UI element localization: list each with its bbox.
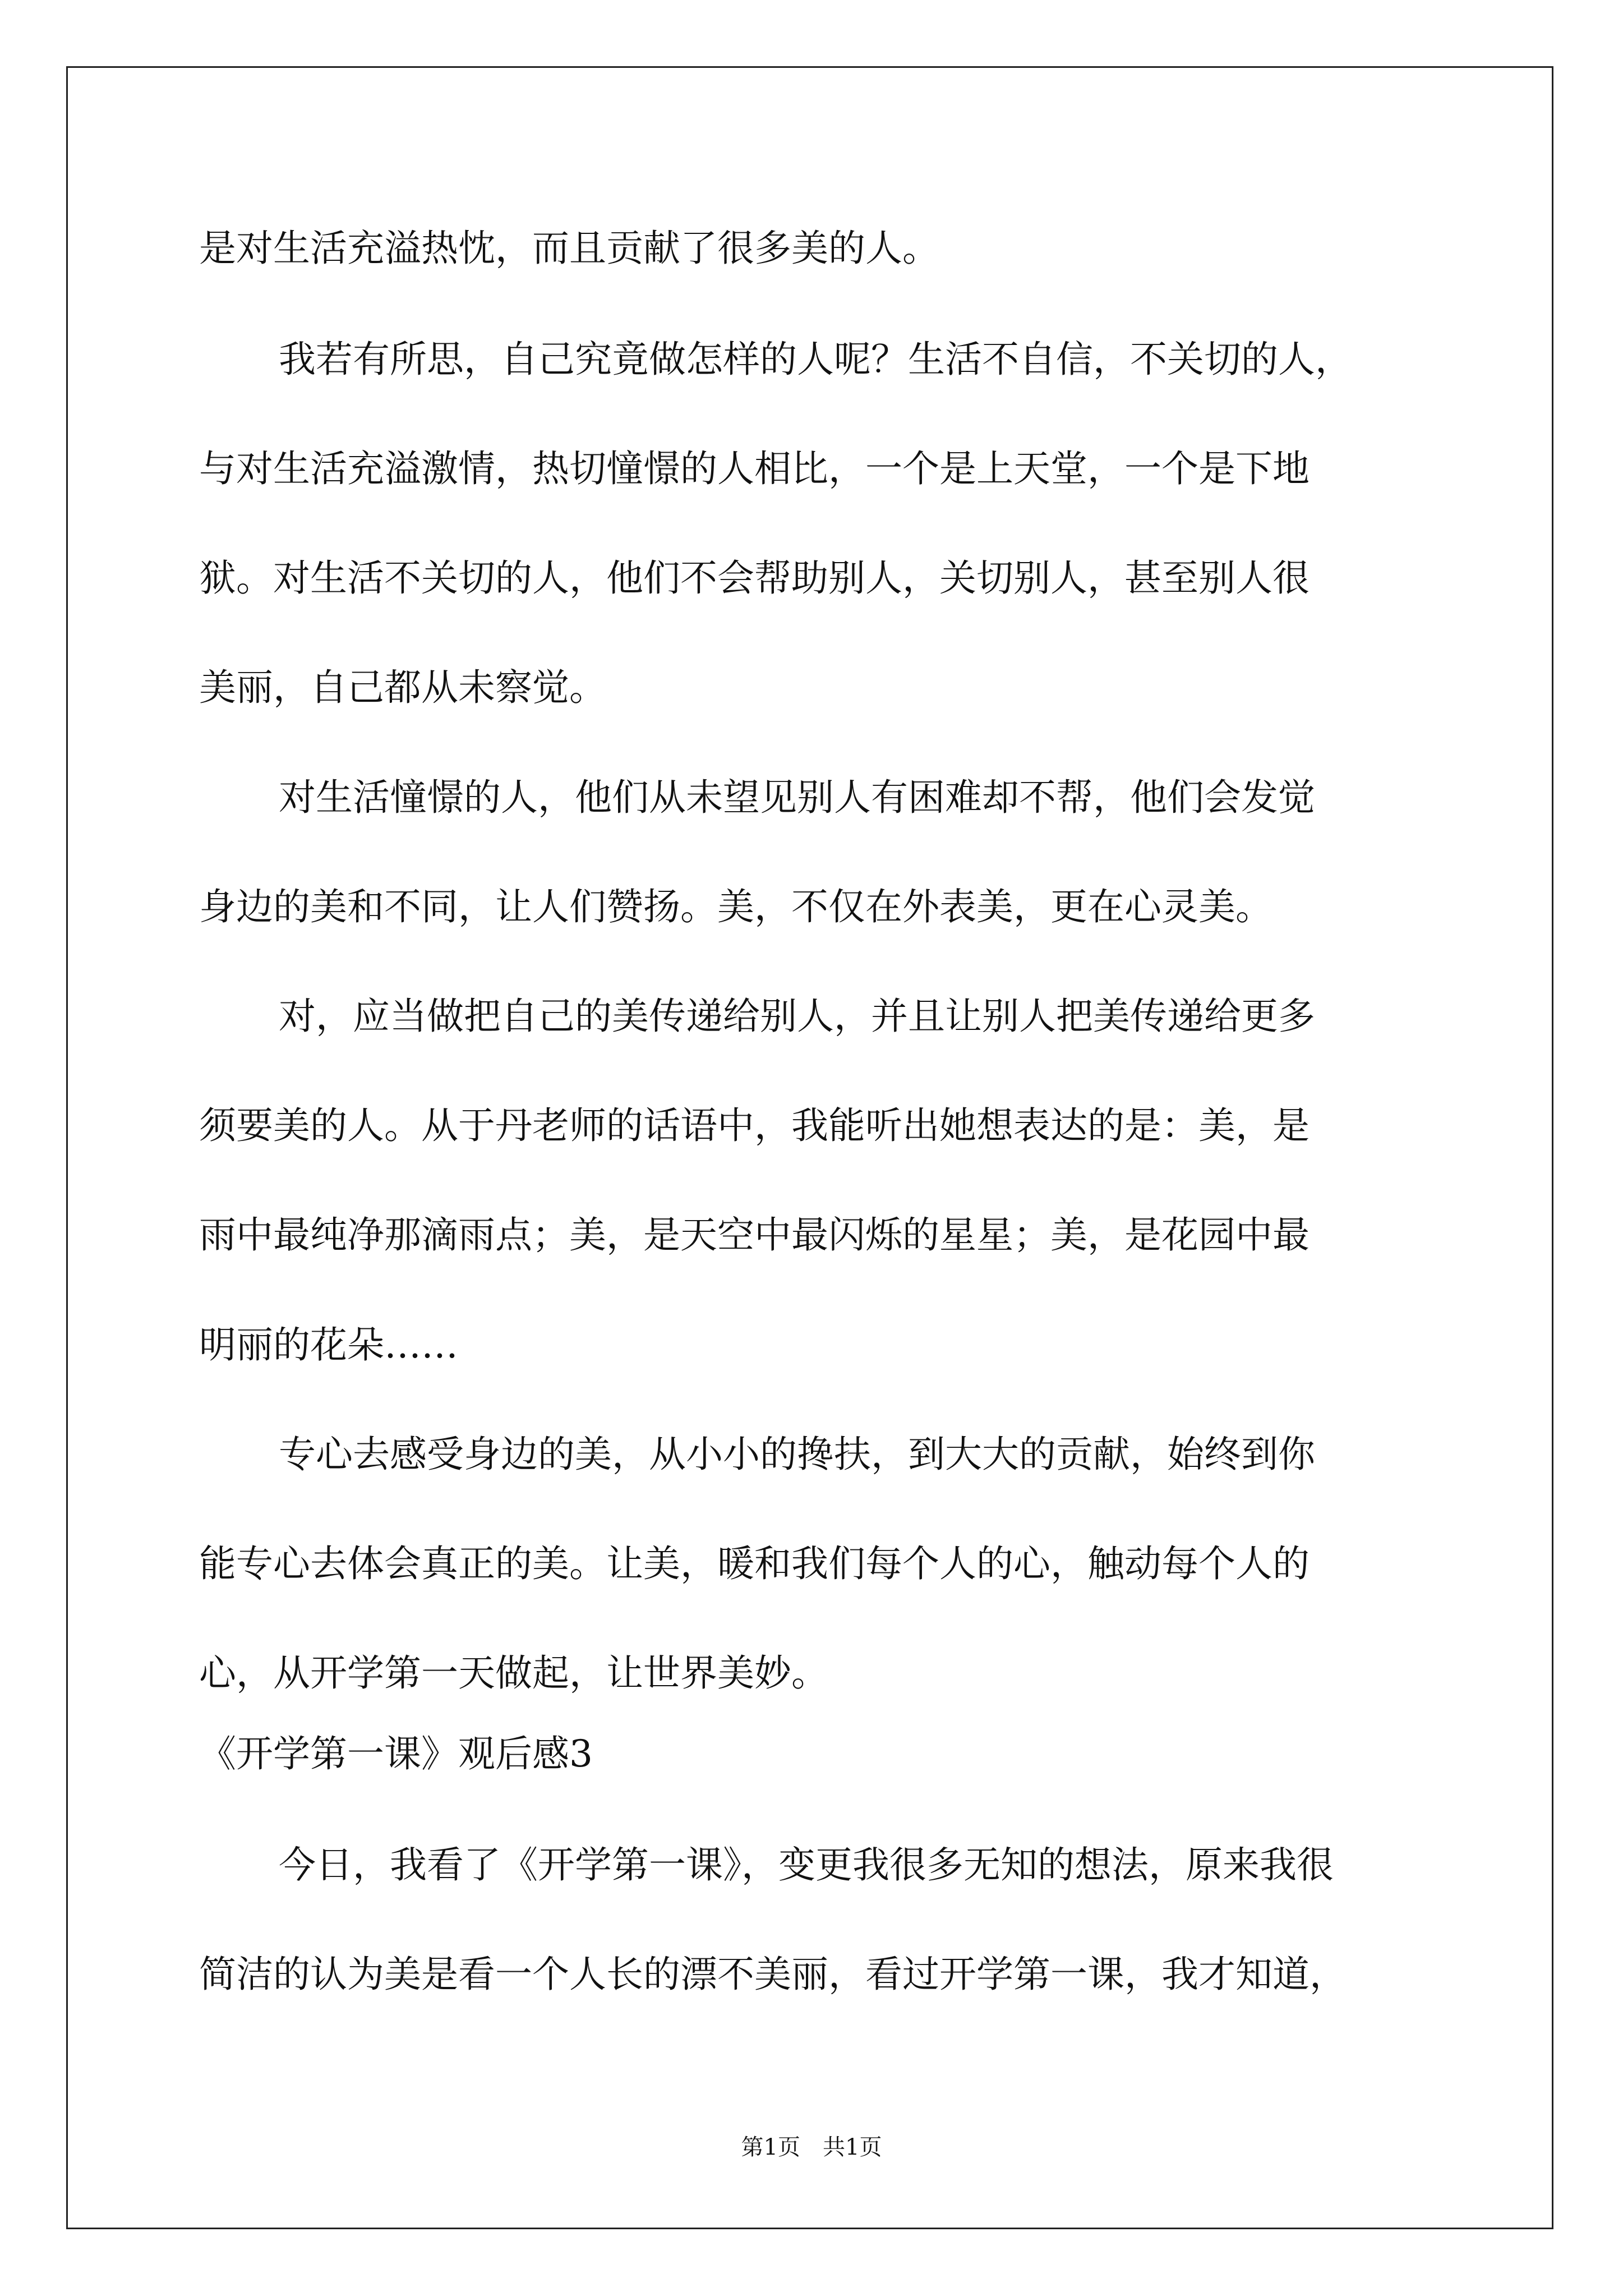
- paragraph-start: 对生活憧憬的人，他们从未望见别人有困难却不帮，他们会发觉: [279, 776, 1315, 819]
- paragraph-start: 对，应当做把自己的美传递给别人，并且让别人把美传递给更多: [279, 995, 1315, 1038]
- text-line: 能专心去体会真正的美。让美，暖和我们每个人的心，触动每个人的: [199, 1542, 1310, 1585]
- page-border: [66, 66, 1553, 2229]
- text-line: 与对生活充溢激情，热切憧憬的人相比，一个是上天堂，一个是下地: [199, 447, 1310, 490]
- paragraph-start: 我若有所思，自己究竟做怎样的人呢？生活不自信，不关切的人，: [279, 338, 1352, 381]
- page-footer: 第1页 共1页: [741, 2134, 882, 2160]
- text-line: 明丽的花朵……: [199, 1323, 458, 1366]
- section-heading: 《开学第一课》观后感3: [199, 1732, 593, 1775]
- text-line: 是对生活充溢热忱，而且贡献了很多美的人。: [199, 227, 939, 270]
- text-line: 狱。对生活不关切的人，他们不会帮助别人，关切别人，甚至别人很: [199, 556, 1310, 600]
- paragraph-start: 专心去感受身边的美，从小小的搀扶，到大大的贡献，始终到你: [279, 1433, 1315, 1476]
- text-line: 心，从开学第一天做起，让世界美妙。: [199, 1651, 828, 1695]
- text-line: 简洁的认为美是看一个人长的漂不美丽，看过开学第一课，我才知道，: [199, 1953, 1347, 1996]
- text-line: 美丽，自己都从未察觉。: [199, 666, 606, 709]
- text-line: 雨中最纯净那滴雨点；美，是天空中最闪烁的星星；美，是花园中最: [199, 1213, 1310, 1257]
- paragraph-start: 今日，我看了《开学第一课》，变更我很多无知的想法，原来我很: [279, 1843, 1334, 1887]
- text-line: 须要美的人。从于丹老师的话语中，我能听出她想表达的是：美，是: [199, 1104, 1310, 1147]
- text-line: 身边的美和不同，让人们赞扬。美，不仅在外表美，更在心灵美。: [199, 885, 1272, 928]
